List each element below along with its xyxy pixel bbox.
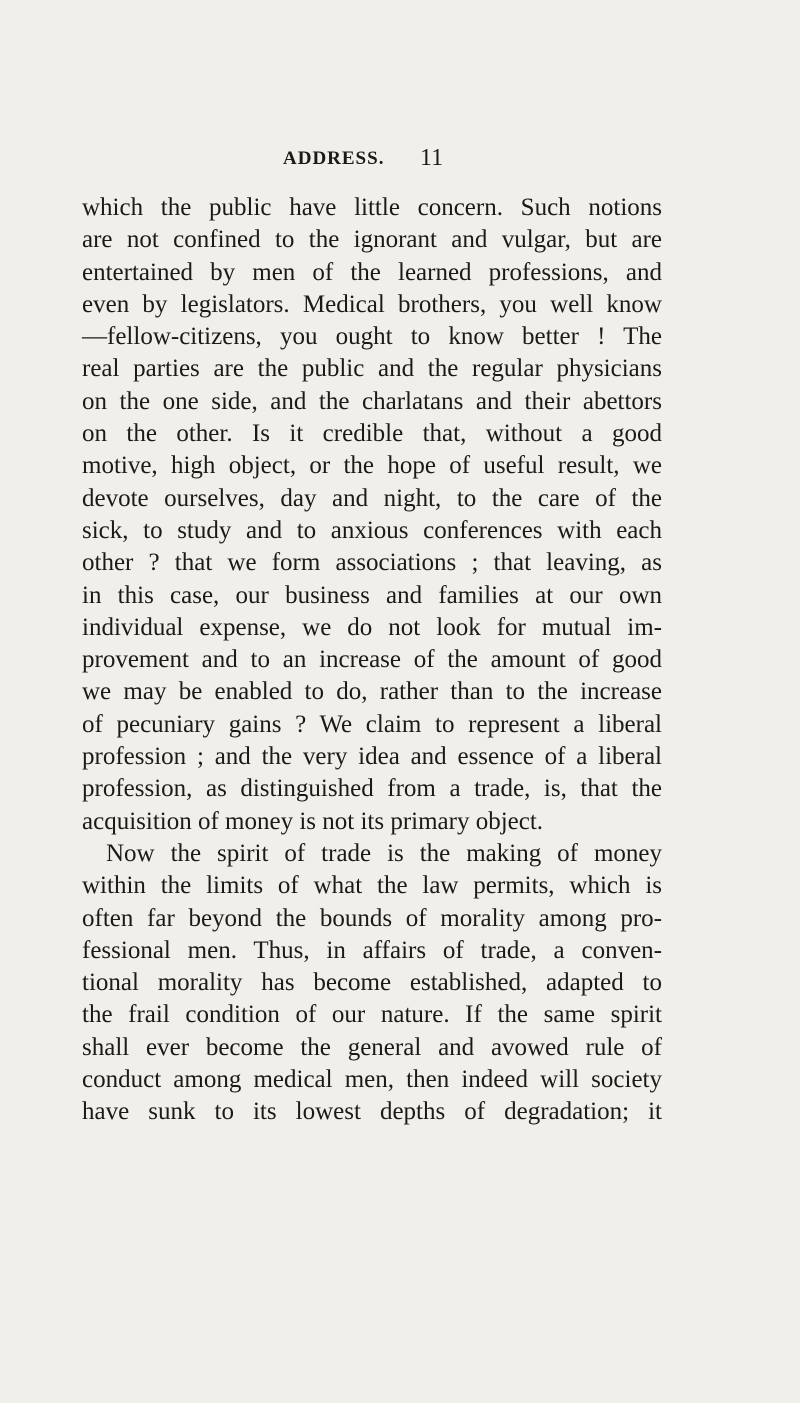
text-line: even by legislators. Medical brothers, you well know bbox=[82, 290, 662, 318]
text-line: have sunk to its lowest depths of degradation; it bbox=[82, 1098, 662, 1126]
text-line: of pecuniary gains ? We claim to represent a liberal bbox=[82, 710, 662, 738]
text-line: profession ; and the very idea and essence of a liberal bbox=[82, 743, 662, 771]
page-number: 11 bbox=[420, 145, 444, 171]
text-line: profession, as distinguished from a trade, is, that the bbox=[82, 775, 662, 803]
text-line: fessional men. Thus, in affairs of trade, a conven- bbox=[82, 936, 662, 964]
text-line: which the public have little concern. Such notions bbox=[82, 194, 662, 221]
page-header bbox=[0, 145, 800, 178]
text-line: within the limits of what the law permits, which is bbox=[82, 872, 662, 900]
text-line: other ? that we form associations ; that leaving, as bbox=[82, 549, 662, 577]
text-line: provement and to an increase of the amount of good bbox=[82, 646, 662, 674]
text-line: on the one side, and the charlatans and their abettors bbox=[82, 387, 662, 415]
text-line: conduct among medical men, then indeed will society bbox=[82, 1066, 662, 1094]
text-line: are not confined to the ignorant and vulgar, but are bbox=[82, 226, 662, 254]
text-line: —fellow-citizens, you ought to know better ! The bbox=[82, 323, 662, 351]
text-line: entertained by men of the learned professions, and bbox=[82, 258, 662, 286]
text-line: real parties are the public and the regular physicians bbox=[82, 355, 662, 383]
text-line: in this case, our business and families at our own bbox=[82, 581, 662, 609]
running-head: ADDRESS. bbox=[283, 148, 385, 169]
text-line: Now the spirit of trade is the making of money bbox=[106, 839, 662, 867]
text-line: tional morality has become established, adapted to bbox=[82, 969, 662, 997]
text-line: shall ever become the general and avowed rule of bbox=[82, 1033, 662, 1061]
text-line: we may be enabled to do, rather than to the increase bbox=[82, 678, 662, 706]
text-line: often far beyond the bounds of morality among pro- bbox=[82, 904, 662, 932]
text-line: on the other. Is it credible that, without a good bbox=[82, 420, 662, 448]
text-line: the frail condition of our nature. If the same spirit bbox=[82, 1001, 662, 1029]
text-line: individual expense, we do not look for mutual im- bbox=[82, 613, 662, 641]
text-line: sick, to study and to anxious conferences with each bbox=[82, 516, 662, 544]
text-line: acquisition of money is not its primary object. bbox=[82, 807, 544, 835]
body-text bbox=[82, 192, 662, 1129]
text-line: devote ourselves, day and night, to the care of the bbox=[82, 484, 662, 512]
text-line: motive, high object, or the hope of useful result, we bbox=[82, 452, 662, 480]
